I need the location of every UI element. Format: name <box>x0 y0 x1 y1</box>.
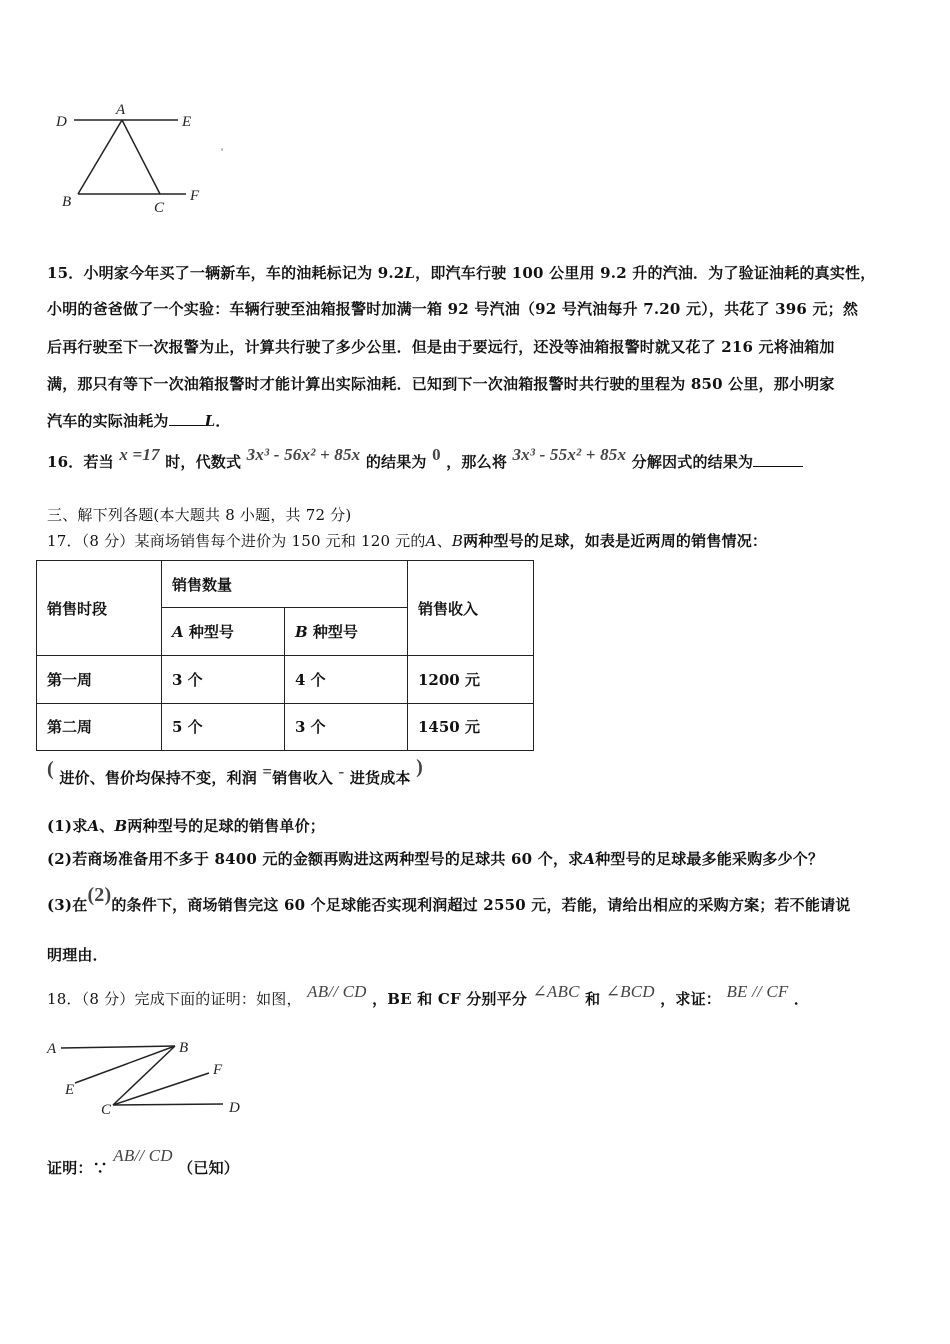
label-d: D <box>56 114 67 130</box>
triangle-figure <box>50 98 230 218</box>
label-c: C <box>101 1102 112 1118</box>
proof-line: 证明：∵ AB// CD （已知） <box>47 1146 239 1177</box>
segment-be <box>75 1046 175 1083</box>
cell-type-a: 5 个 <box>162 703 285 750</box>
zero-value: 0 <box>432 445 441 464</box>
sales-table <box>36 560 534 751</box>
section-title: 三、解下列各题(本大题共 8 小题，共 72 分) <box>47 506 352 524</box>
cell-period: 第二周 <box>37 703 162 750</box>
q15-line-3: 后再行驶至下一次报警为止，计算共行驶了多少公里．但是由于要远行，还没等油箱报警时就又花了 216 元将油箱加 <box>47 338 835 356</box>
expression-1: 3x³ - 56x² + 85x <box>246 445 361 464</box>
line-cd <box>113 1104 223 1105</box>
q17-intro: 17．（8 分）某商场销售每个进价为 150 元和 120 元的A、B两种型号的足球，如表是近两周的销售情况： <box>47 532 768 550</box>
header-type-b: B 种型号 <box>285 608 408 656</box>
q18-statement: 18．（8 分）完成下面的证明：如图， AB// CD ，BE 和 CF 分别平分 ∠ABC 和 ∠BCD ，求证： BE // CF ． <box>47 982 810 1008</box>
answer-blank[interactable] <box>753 454 803 467</box>
q16-line: 16．若当 x =17 时，代数式 3x³ - 56x² + 85x 的结果为 0 ，那么将 3x³ - 55x² + 85x 分解因式的结果为 <box>47 451 803 472</box>
cell-type-b: 4 个 <box>285 656 408 703</box>
header-type-a: A 种型号 <box>162 608 285 656</box>
line-ab <box>61 1046 175 1048</box>
cell-revenue: 1200 元 <box>408 656 534 703</box>
q17-subquestion-3-cont: 明理由． <box>47 946 108 964</box>
label-c: C <box>154 200 165 216</box>
q17-note: ( 进价、售价均保持不变，利润 =销售收入 - 进货成本 ) <box>47 756 423 787</box>
q15-line-4: 满，那只有等下一次油箱报警时才能计算出实际油耗．已知到下一次油箱报警时共行驶的里程为 850 公里，那小明家 <box>47 375 835 393</box>
segment-ac <box>122 120 160 194</box>
cell-type-a: 3 个 <box>162 656 285 703</box>
label-b: B <box>62 194 72 210</box>
segment-cf <box>113 1073 209 1105</box>
answer-blank[interactable] <box>169 413 205 426</box>
expression-2: 3x³ - 55x² + 85x <box>512 445 627 464</box>
label-e: E <box>65 1082 75 1098</box>
condition-math: x =17 <box>119 445 160 464</box>
parallel-lines-figure <box>45 1036 255 1122</box>
q15-line-5: 汽车的实际油耗为 L． <box>47 412 231 430</box>
q17-subquestion-2: (2)若商场准备用不多于 8400 元的金额再购进这两种型号的足球共 60 个，求A种型号的足球最多能采购多少个？ <box>47 850 824 868</box>
header-revenue: 销售收入 <box>408 561 534 656</box>
q17-subquestion-3: (3)在(2)的条件下，商场销售完这 60 个足球能否实现利润超过 2550 元，若能，请给出相应的采购方案；若不能请说 <box>47 884 851 914</box>
table-row <box>37 703 534 750</box>
label-b: B <box>179 1040 189 1056</box>
q17-subquestion-1: (1)求A、B两种型号的足球的销售单价； <box>47 817 325 835</box>
q15-line-1: 15．小明家今年买了一辆新车，车的油耗标记为 9.2L，即汽车行驶 100 公里用 9.2 升的汽油．为了验证油耗的真实性， <box>47 264 876 282</box>
cell-type-b: 3 个 <box>285 703 408 750</box>
cell-revenue: 1450 元 <box>408 703 534 750</box>
segment-bc <box>113 1046 175 1105</box>
label-f: F <box>190 188 200 204</box>
label-a: A <box>116 102 126 118</box>
header-quantity: 销售数量 <box>162 561 408 608</box>
label-f: F <box>213 1062 223 1078</box>
q15-line-2: 小明的爸爸做了一个实验：车辆行驶至油箱报警时加满一箱 92 号汽油（92 号汽油每升 7.20 元），共花了 396 元；然 <box>47 300 859 318</box>
label-d: D <box>229 1100 240 1116</box>
segment-ab <box>78 120 122 194</box>
header-period: 销售时段 <box>37 561 162 656</box>
label-e: E <box>182 114 192 130</box>
table-row <box>37 656 534 703</box>
cell-period: 第一周 <box>37 656 162 703</box>
label-a: A <box>47 1041 57 1057</box>
